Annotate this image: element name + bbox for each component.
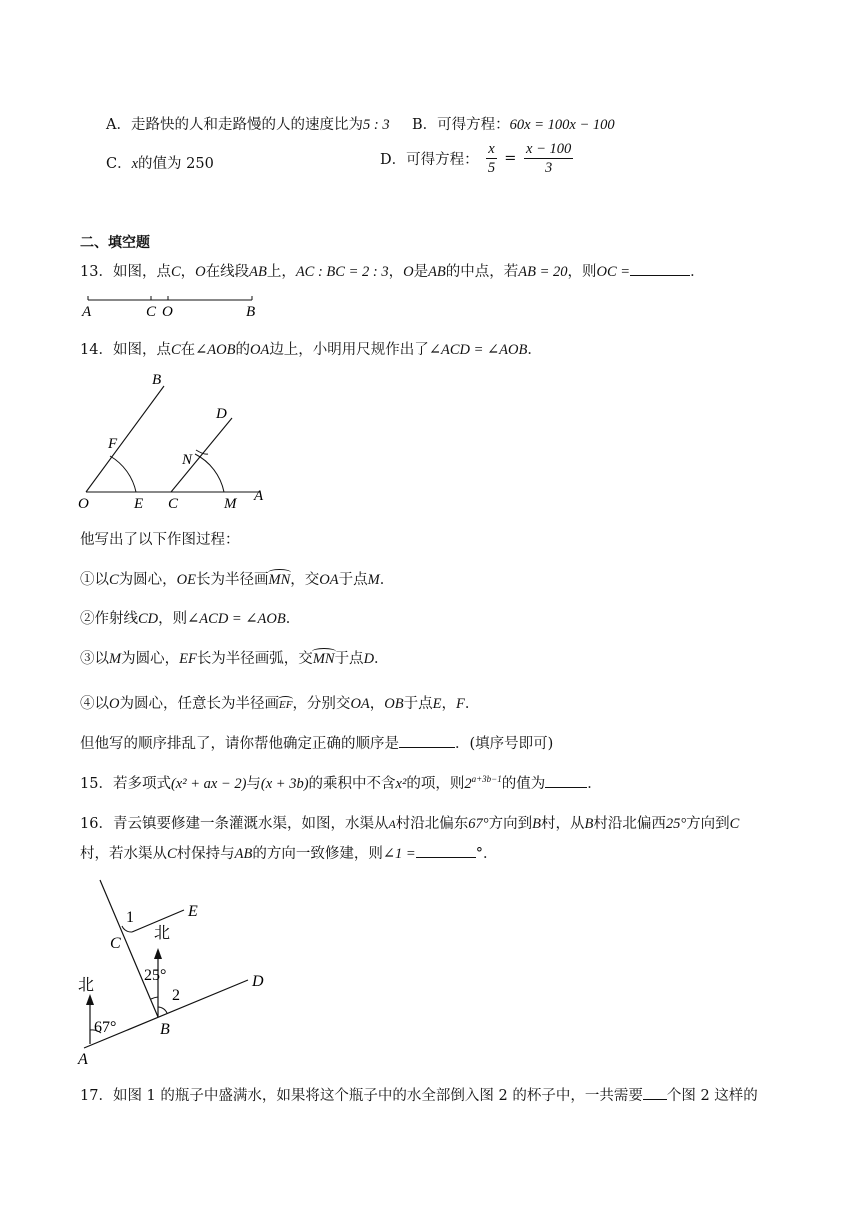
q14-step-4: ④以O为圆心，任意长为半径画EF，分别交OA，OB于点E，F． (80, 696, 480, 712)
q16-direction-figure (74, 872, 274, 1068)
svg-text:25°: 25° (144, 967, 167, 984)
answer-blank (630, 261, 690, 276)
svg-text:A: A (254, 488, 264, 504)
section-title: 二、填空题 (80, 235, 150, 251)
svg-text:2: 2 (172, 987, 180, 1004)
point-o-label: O (162, 304, 173, 320)
point-a-label: A (82, 304, 92, 320)
svg-text:D: D (252, 973, 264, 990)
svg-text:C: C (110, 935, 121, 952)
q13-stem: 13．如图，点C，O在线段AB上，AC : BC = 2 : 3，O是AB的中点，若AB = 20，则OC = ． (80, 260, 705, 281)
svg-text:67°: 67° (94, 1019, 117, 1036)
q12-option-d: D．可得方程： $\frac{x}{5}$ = $\frac{x - 100}{3}$ (380, 141, 572, 176)
svg-text:1: 1 (126, 909, 134, 926)
svg-text:D: D (216, 406, 227, 422)
svg-text:北: 北 (154, 925, 171, 942)
svg-text:B: B (152, 372, 162, 388)
q14-step-2: ②作射线CD，则∠ACD = ∠AOB． (80, 611, 301, 627)
svg-text:E: E (134, 496, 144, 512)
q16-line-2: 村，若水渠从C村保持与AB的方向一致修建，则∠1 = °． (80, 842, 497, 863)
q17-stem: 17．如图 1 的瓶子中盛满水，如果将这个瓶子中的水全部倒入图 2 的杯子中，一共需要 个图 2 这样的 (80, 1084, 758, 1105)
svg-text:O: O (78, 496, 89, 512)
q16-line-1: 16．青云镇要修建一条灌溉水渠，如图，水渠从A村沿北偏东67°方向到B村，从B村沿北偏西25°方向到C (80, 816, 740, 832)
q14-step-1: ①以C为圆心，OE长为半径画MN，交OA于点M． (80, 572, 395, 588)
svg-text:M: M (224, 496, 237, 512)
q14-stem: 14．如图，点C在∠AOB的OA边上，小明用尺规作出了∠ACD = ∠AOB． (80, 342, 542, 358)
answer-blank (643, 1085, 667, 1100)
answer-blank (545, 773, 587, 788)
svg-text:C: C (168, 496, 179, 512)
answer-blank (399, 733, 455, 748)
q14-intro: 他写出了以下作图过程： (80, 532, 240, 548)
q13-segment-figure (78, 290, 268, 320)
svg-text:F: F (108, 436, 118, 452)
q12-option-b: B．可得方程：60x = 100x − 100 (412, 117, 615, 133)
fraction-right: $\frac{x - 100}{3}$ (526, 141, 572, 176)
point-c-label: C (146, 304, 157, 320)
svg-text:E: E (188, 903, 198, 920)
q12-option-a: A．走路快的人和走路慢的人的速度比为5 : 3 (106, 117, 390, 133)
q14-question: 但他写的顺序排乱了，请你帮他确定正确的顺序是 ．(填序号即可) (80, 732, 553, 753)
answer-blank (416, 843, 476, 858)
svg-text:B: B (160, 1021, 170, 1038)
q14-step-3: ③以M为圆心，EF长为半径画弧，交MN于点D． (80, 651, 389, 667)
q14-construction-figure (74, 368, 274, 516)
svg-text:N: N (182, 452, 193, 468)
q12-option-c: C．x的值为 250 (106, 156, 214, 172)
svg-text:A: A (78, 1051, 88, 1068)
fraction-left: $\frac{x}{5}$ (487, 141, 496, 176)
svg-text:北: 北 (78, 977, 95, 994)
q15-stem: 15．若多项式(x² + ax − 2)与(x + 3b)的乘积中不含x²的项，则$2^{a+3b-1}$的值为 ． (80, 774, 602, 792)
point-b-label: B (246, 304, 256, 320)
